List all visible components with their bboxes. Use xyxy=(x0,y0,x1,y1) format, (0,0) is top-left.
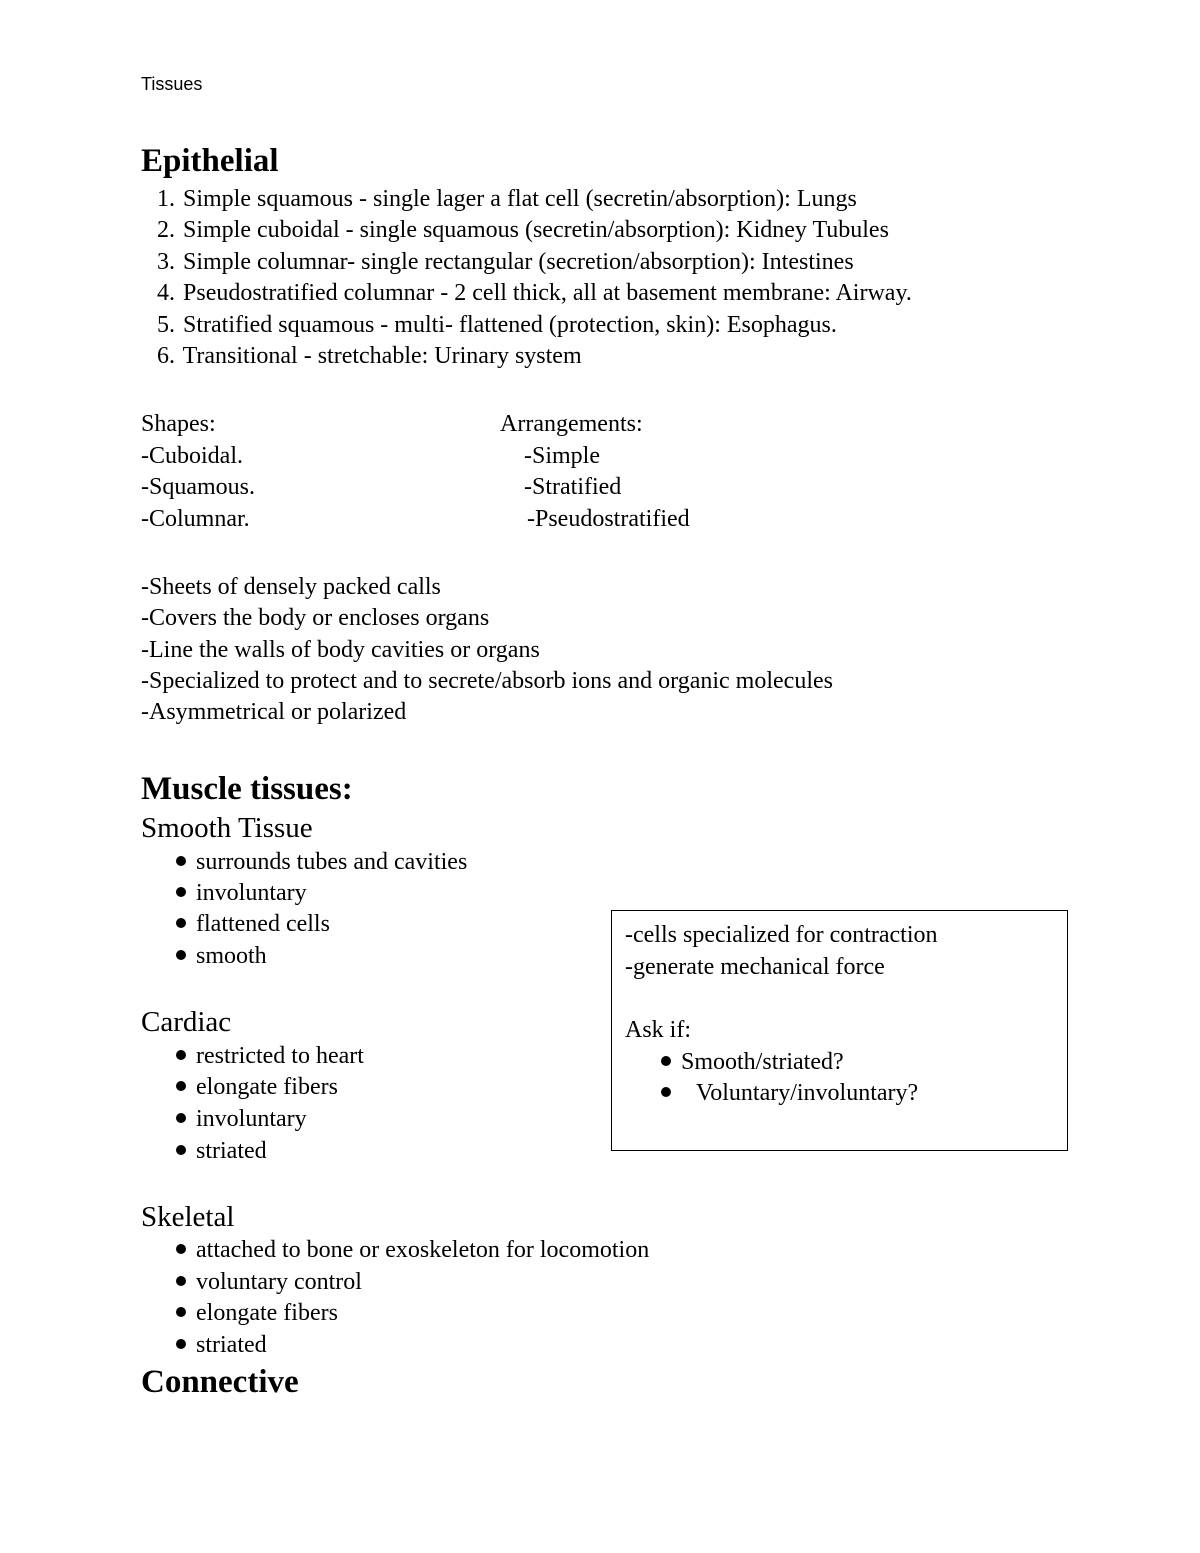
list-item xyxy=(176,1137,267,1165)
list-item xyxy=(141,216,889,244)
bullet-icon xyxy=(176,1307,186,1317)
list-number: 1. xyxy=(157,186,175,212)
bullet-icon xyxy=(176,1276,186,1286)
bullet-icon xyxy=(176,856,186,866)
list-number: 6. xyxy=(157,343,175,369)
list-item-text: restricted to heart xyxy=(196,1043,364,1069)
list-item xyxy=(176,1299,338,1327)
callout-line: -generate mechanical force xyxy=(625,954,885,980)
list-item xyxy=(176,1268,362,1296)
list-item xyxy=(176,910,330,938)
bullet-icon xyxy=(176,918,186,928)
list-number: 4. xyxy=(157,280,175,306)
list-item xyxy=(176,848,467,876)
arrangement-item: -Stratified xyxy=(524,474,622,500)
list-item-text: voluntary control xyxy=(196,1269,362,1295)
arrangement-item: -Pseudostratified xyxy=(527,506,690,532)
bullet-icon xyxy=(176,1145,186,1155)
list-item xyxy=(141,311,837,339)
shapes-label: Shapes: xyxy=(141,411,216,437)
bullet-icon xyxy=(176,950,186,960)
epithelial-heading: Epithelial xyxy=(141,143,279,179)
list-item-text: involuntary xyxy=(196,1106,307,1132)
arrangements-label: Arrangements: xyxy=(500,411,643,437)
list-item-text: Pseudostratified columnar - 2 cell thick, all at basement membrane: Airway. xyxy=(183,280,912,306)
characteristic-line: -Line the walls of body cavities or organs xyxy=(141,637,540,663)
list-item xyxy=(661,1079,918,1107)
list-item-text: striated xyxy=(196,1332,267,1358)
list-item xyxy=(141,248,854,276)
shape-item: -Squamous. xyxy=(141,474,255,500)
skeletal-title: Skeletal xyxy=(141,1201,235,1233)
cardiac-title: Cardiac xyxy=(141,1006,232,1038)
characteristic-line: -Asymmetrical or polarized xyxy=(141,699,407,725)
list-item-text: involuntary xyxy=(196,880,307,906)
bullet-icon xyxy=(176,887,186,897)
list-item xyxy=(176,942,267,970)
bullet-icon xyxy=(176,1339,186,1349)
callout-line: -cells specialized for contraction xyxy=(625,922,938,948)
list-item-text: elongate fibers xyxy=(196,1074,338,1100)
list-item xyxy=(176,1331,267,1359)
bullet-icon xyxy=(661,1056,671,1066)
list-item xyxy=(176,1236,649,1264)
list-item-text: surrounds tubes and cavities xyxy=(196,849,468,875)
list-item xyxy=(176,1042,364,1070)
connective-heading: Connective xyxy=(141,1364,299,1400)
muscle-callout-box xyxy=(611,910,1068,1151)
list-item xyxy=(176,879,307,907)
list-item-text: Simple columnar- single rectangular (secretion/absorption): Intestines xyxy=(183,249,854,275)
list-item xyxy=(141,342,582,370)
list-number: 3. xyxy=(157,249,175,275)
bullet-icon xyxy=(176,1050,186,1060)
characteristic-line: -Sheets of densely packed calls xyxy=(141,574,441,600)
list-item-text: flattened cells xyxy=(196,911,330,937)
list-item-text: Stratified squamous - multi- flattened (protection, skin): Esophagus. xyxy=(183,312,837,338)
list-item-text: Smooth/striated? xyxy=(681,1049,844,1075)
characteristic-line: -Specialized to protect and to secrete/absorb ions and organic molecules xyxy=(141,668,833,694)
bullet-icon xyxy=(176,1113,186,1123)
smooth-title: Smooth Tissue xyxy=(141,812,313,844)
list-item xyxy=(141,279,912,307)
list-item-text: striated xyxy=(196,1138,267,1164)
arrangement-item: -Simple xyxy=(524,443,600,469)
list-item-text: Transitional - stretchable: Urinary system xyxy=(182,343,582,369)
list-item-text: elongate fibers xyxy=(196,1300,338,1326)
list-number: 5. xyxy=(157,312,175,338)
page-header: Tissues xyxy=(141,74,203,94)
list-item xyxy=(661,1048,844,1076)
list-item-text: attached to bone or exoskeleton for locomotion xyxy=(196,1237,650,1263)
list-item xyxy=(176,1073,338,1101)
list-item-text: Simple cuboidal - single squamous (secretin/absorption): Kidney Tubules xyxy=(183,217,889,243)
list-number: 2. xyxy=(157,217,175,243)
characteristic-line: -Covers the body or encloses organs xyxy=(141,605,490,631)
list-item xyxy=(176,1105,307,1133)
bullet-icon xyxy=(176,1244,186,1254)
shape-item: -Cuboidal. xyxy=(141,443,243,469)
bullet-icon xyxy=(661,1087,671,1097)
shape-item: -Columnar. xyxy=(141,506,250,532)
muscle-heading: Muscle tissues: xyxy=(141,771,353,807)
list-item-text: Simple squamous - single lager a flat cell (secretin/absorption): Lungs xyxy=(183,186,857,212)
callout-ask-label: Ask if: xyxy=(625,1017,691,1043)
list-item-text: smooth xyxy=(196,943,267,969)
list-item xyxy=(141,185,857,213)
list-item-text: Voluntary/involuntary? xyxy=(696,1080,919,1106)
bullet-icon xyxy=(176,1081,186,1091)
